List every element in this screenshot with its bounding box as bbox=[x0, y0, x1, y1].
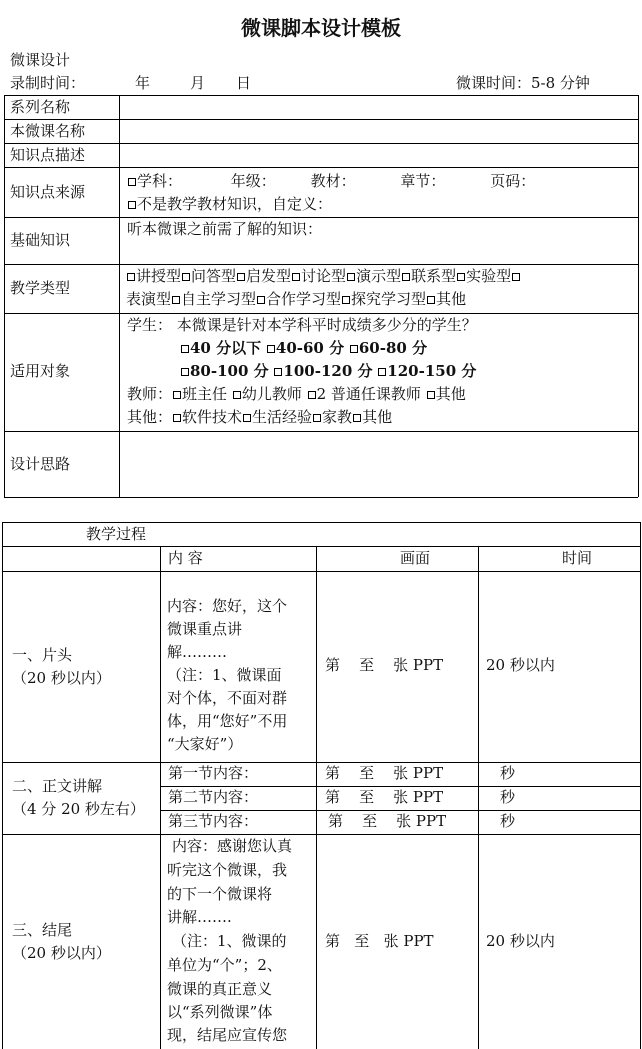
other-option: 生活经验 bbox=[252, 408, 313, 426]
score-options-line-1 bbox=[180, 338, 427, 359]
section-2-label: 第二节内容： bbox=[168, 788, 259, 806]
row-opening-duration: （20 秒以内） bbox=[12, 669, 111, 687]
teaching-type-line-1 bbox=[126, 266, 521, 287]
custom-knowledge-label: 不是教学教材知识，自定义： bbox=[137, 195, 333, 213]
content-line: 听完这个微课，我 bbox=[167, 861, 288, 879]
checkbox-other-other[interactable] bbox=[353, 414, 361, 422]
score-option: 60-80 分 bbox=[358, 339, 428, 357]
year-label: 年 bbox=[135, 74, 151, 92]
month-label: 月 bbox=[190, 74, 206, 92]
checkbox-score-120-150[interactable] bbox=[378, 368, 386, 376]
duration-label: 微课时间：5-8 分钟 bbox=[456, 74, 590, 92]
audience-label: 适用对象 bbox=[10, 362, 71, 380]
teaching-type-line-2 bbox=[126, 289, 466, 310]
checkbox-subject[interactable] bbox=[128, 178, 136, 186]
checkbox-score-below-40[interactable] bbox=[181, 345, 189, 353]
checkbox-teacher-other[interactable] bbox=[427, 391, 435, 399]
checkbox-teacher-regular[interactable] bbox=[308, 391, 316, 399]
checkbox-type-other[interactable] bbox=[427, 296, 435, 304]
row-opening-label: 一、片头 bbox=[12, 646, 73, 664]
other-option: 软件技术 bbox=[182, 408, 243, 426]
checkbox-type-lecture[interactable] bbox=[127, 273, 135, 281]
other-option: 家教 bbox=[322, 408, 353, 426]
content-line: 微课重点讲 bbox=[167, 620, 243, 638]
content-line: （注：1、微课的 bbox=[172, 932, 287, 950]
checkbox-type-contact[interactable] bbox=[402, 273, 410, 281]
checkbox-type-experiment[interactable] bbox=[457, 273, 465, 281]
checkbox-custom-knowledge[interactable] bbox=[128, 201, 136, 209]
teacher-option: 其他 bbox=[435, 385, 466, 403]
teacher-prefix: 教师： bbox=[127, 385, 173, 403]
score-option: 80-100 分 bbox=[190, 362, 269, 380]
audience-teacher-line bbox=[127, 384, 466, 405]
section-1-screen: 第 至 张 PPT bbox=[325, 764, 444, 782]
type-option: 讲授型 bbox=[136, 267, 182, 285]
type-option: 自主学习型 bbox=[181, 290, 257, 308]
design-label: 微课设计 bbox=[10, 51, 71, 69]
score-options-line-2 bbox=[180, 361, 476, 382]
score-option: 40 分以下 bbox=[190, 339, 262, 357]
checkbox-type-inquiry[interactable] bbox=[342, 296, 350, 304]
score-option: 120-150 分 bbox=[387, 362, 477, 380]
row-opening-screen: 第 至 张 PPT bbox=[325, 656, 444, 674]
source-line-1 bbox=[127, 171, 535, 192]
other-option: 其他 bbox=[362, 408, 393, 426]
content-line: 解……… bbox=[167, 643, 228, 661]
knowledge-desc-label: 知识点描述 bbox=[10, 146, 86, 164]
type-option: 实验型 bbox=[466, 267, 512, 285]
grade-field-label: 年级： bbox=[230, 172, 276, 190]
process-title: 教学过程 bbox=[86, 525, 147, 543]
row-ending-time: 20 秒以内 bbox=[486, 932, 555, 950]
checkbox-type-qa[interactable] bbox=[182, 273, 190, 281]
row-ending-screen: 第 至 张 PPT bbox=[325, 932, 434, 950]
content-line: 单位为“个”；2、 bbox=[167, 956, 282, 974]
row-main-label: 二、正文讲解 bbox=[12, 777, 103, 795]
series-name-label: 系列名称 bbox=[10, 98, 71, 116]
type-option: 联系型 bbox=[411, 267, 457, 285]
teacher-option: 幼儿教师 bbox=[241, 385, 302, 403]
checkbox-other-tutor[interactable] bbox=[313, 414, 321, 422]
checkbox-type-demo[interactable] bbox=[347, 273, 355, 281]
content-line: 对个体，不面对群 bbox=[167, 689, 288, 707]
audience-student-text: 学生： 本微课是针对本学科平时成绩多少分的学生？ bbox=[127, 316, 477, 334]
type-option: 合作学习型 bbox=[266, 290, 342, 308]
type-option: 表演型 bbox=[126, 290, 172, 308]
teacher-option: 班主任 bbox=[182, 385, 228, 403]
subject-field-label: 学科： bbox=[137, 172, 183, 190]
day-label: 日 bbox=[236, 74, 252, 92]
section-3-time: 秒 bbox=[500, 812, 516, 830]
type-option: 其他 bbox=[436, 290, 467, 308]
design-idea-label: 设计思路 bbox=[10, 455, 71, 473]
col-header-time: 时间 bbox=[562, 549, 593, 567]
section-3-screen: 第 至 张 PPT bbox=[328, 812, 447, 830]
other-prefix: 其他： bbox=[127, 408, 173, 426]
score-option: 40-60 分 bbox=[275, 339, 345, 357]
chapter-field-label: 章节： bbox=[400, 172, 446, 190]
section-1-label: 第一节内容： bbox=[168, 764, 259, 782]
type-option: 探究学习型 bbox=[351, 290, 427, 308]
checkbox-score-40-60[interactable] bbox=[267, 345, 275, 353]
teacher-option: 2 普通任课教师 bbox=[316, 385, 421, 403]
section-1-time: 秒 bbox=[500, 764, 516, 782]
audience-other-line bbox=[127, 407, 392, 428]
teaching-type-label: 教学类型 bbox=[10, 279, 71, 297]
checkbox-type-discussion[interactable] bbox=[292, 273, 300, 281]
section-2-time: 秒 bbox=[500, 788, 516, 806]
col-header-content: 内 容 bbox=[168, 549, 203, 567]
checkbox-score-60-80[interactable] bbox=[350, 345, 358, 353]
checkbox-other-life[interactable] bbox=[243, 414, 251, 422]
content-line: 的下一个微课将 bbox=[167, 885, 273, 903]
type-option: 演示型 bbox=[356, 267, 402, 285]
row-opening-time: 20 秒以内 bbox=[486, 656, 555, 674]
document-title: 微课脚本设计模板 bbox=[241, 16, 401, 40]
col-header-screen: 画面 bbox=[400, 549, 431, 567]
content-line: 讲解……. bbox=[167, 908, 232, 926]
row-main-duration: （4 分 20 秒左右） bbox=[12, 800, 145, 818]
content-line: 微课的真正意义 bbox=[167, 980, 273, 998]
score-option: 100-120 分 bbox=[283, 362, 373, 380]
content-line: “大家好”） bbox=[167, 735, 243, 753]
checkbox-type-more[interactable] bbox=[512, 273, 520, 281]
checkbox-type-heuristic[interactable] bbox=[237, 273, 245, 281]
checkbox-score-80-100[interactable] bbox=[181, 368, 189, 376]
type-option: 讨论型 bbox=[301, 267, 347, 285]
page-field-label: 页码： bbox=[490, 172, 536, 190]
checkbox-other-software[interactable] bbox=[173, 414, 181, 422]
checkbox-teacher-preschool[interactable] bbox=[233, 391, 241, 399]
checkbox-type-self-study[interactable] bbox=[172, 296, 180, 304]
content-line: 体，用“您好”不用 bbox=[167, 712, 288, 730]
content-line: 内容：您好，这个 bbox=[167, 597, 288, 615]
content-line: （注：1、微课面 bbox=[167, 666, 282, 684]
type-option: 问答型 bbox=[191, 267, 237, 285]
section-2-screen: 第 至 张 PPT bbox=[325, 788, 444, 806]
basic-knowledge-text: 听本微课之前需了解的知识： bbox=[127, 220, 323, 238]
type-option: 启发型 bbox=[246, 267, 292, 285]
textbook-field-label: 教材： bbox=[310, 172, 356, 190]
checkbox-type-cooperative[interactable] bbox=[257, 296, 265, 304]
content-line: 现，结尾应宣传您 bbox=[167, 1026, 288, 1044]
course-name-label: 本微课名称 bbox=[10, 122, 86, 140]
row-ending-label: 三、结尾 bbox=[12, 921, 73, 939]
row-ending-duration: （20 秒以内） bbox=[12, 944, 111, 962]
content-line: 内容：感谢您认真 bbox=[172, 837, 293, 855]
checkbox-score-100-120[interactable] bbox=[274, 368, 282, 376]
source-line-2 bbox=[127, 194, 332, 215]
checkbox-teacher-head[interactable] bbox=[173, 391, 181, 399]
content-line: 以“系列微课”体 bbox=[167, 1003, 273, 1021]
basic-knowledge-label: 基础知识 bbox=[10, 231, 71, 249]
record-time-label: 录制时间： bbox=[10, 74, 86, 92]
section-3-label: 第三节内容： bbox=[168, 812, 259, 830]
knowledge-source-label: 知识点来源 bbox=[10, 183, 86, 201]
